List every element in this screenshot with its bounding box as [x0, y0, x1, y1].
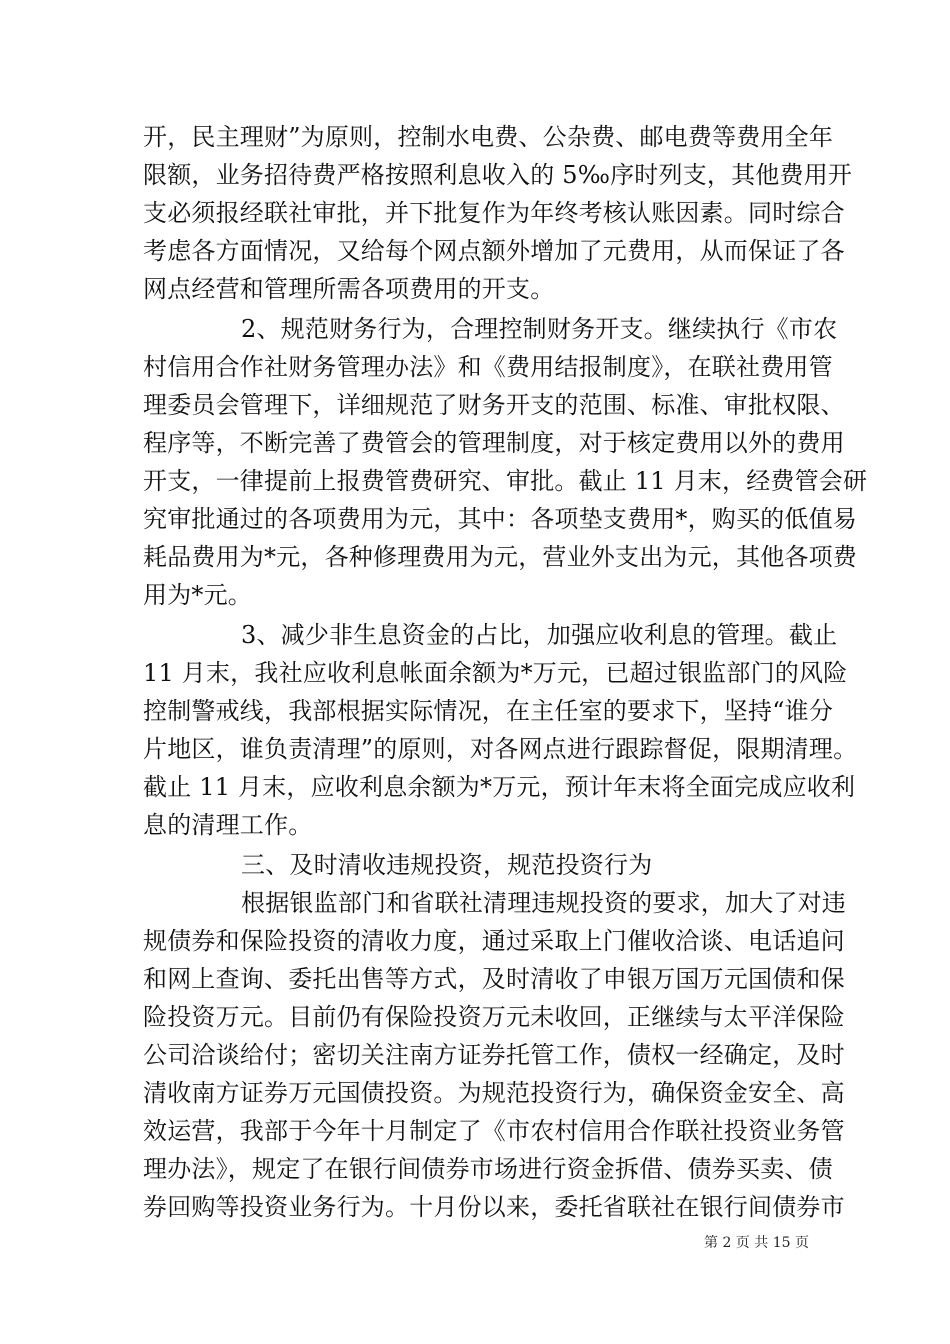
- paragraph-line: 理委员会管理下，详细规范了财务开支的范围、标准、审批权限、: [143, 391, 845, 419]
- paragraph-line: 清收南方证券万元国债投资。为规范投资行为，确保资金安全、高: [143, 1079, 845, 1107]
- page-number-footer: 第 2 页 共 15 页: [704, 1235, 809, 1251]
- paragraph-line: 险投资万元。目前仍有保险投资万元未收回，正继续与太平洋保险: [143, 1003, 845, 1031]
- paragraph-line: 片地区，谁负责清理”的原则，对各网点进行跟踪督促，限期清理。: [143, 735, 858, 763]
- paragraph-line: 究审批通过的各项费用为元，其中：各项垫支费用*，购买的低值易: [143, 505, 857, 533]
- paragraph-line: 程序等，不断完善了费管会的管理制度，对于核定费用以外的费用: [143, 429, 845, 457]
- paragraph-line: 根据银监部门和省联社清理违规投资的要求，加大了对违: [241, 889, 846, 917]
- paragraph-line: 考虑各方面情况，又给每个网点额外增加了元费用，从而保证了各: [143, 237, 845, 265]
- section-heading: 三、及时清收违规投资，规范投资行为: [241, 851, 653, 879]
- paragraph-line: 11 月末，我社应收利息帐面余额为*万元，已超过银监部门的风险: [143, 659, 848, 687]
- paragraph-line: 开，民主理财”为原则，控制水电费、公杂费、邮电费等费用全年: [143, 123, 834, 151]
- paragraph-line: 网点经营和管理所需各项费用的开支。: [143, 275, 555, 303]
- paragraph-line: 3、减少非生息资金的占比，加强应收利息的管理。截止: [241, 621, 838, 649]
- paragraph-line: 效运营，我部于今年十月制定了《市农村信用合作联社投资业务管: [143, 1117, 845, 1145]
- paragraph-line: 券回购等投资业务行为。十月份以来，委托省联社在银行间债券市: [143, 1193, 845, 1221]
- paragraph-line: 限额，业务招待费严格按照利息收入的 5‰序时列支，其他费用开: [143, 161, 853, 189]
- paragraph-line: 开支，一律提前上报费管费研究、审批。截止 11 月末，经费管会研: [143, 467, 868, 495]
- paragraph-line: 和网上查询、委托出售等方式，及时清收了申银万国万元国债和保: [143, 965, 845, 993]
- paragraph-line: 2、规范财务行为，合理控制财务开支。继续执行《市农: [241, 315, 838, 343]
- paragraph-line: 理办法》，规定了在银行间债券市场进行资金拆借、债券买卖、债: [143, 1155, 833, 1183]
- paragraph-line: 村信用合作社财务管理办法》和《费用结报制度》，在联社费用管: [143, 353, 833, 381]
- paragraph-line: 公司洽谈给付；密切关注南方证券托管工作，债权一经确定，及时: [143, 1041, 845, 1069]
- paragraph-line: 息的清理工作。: [143, 811, 313, 839]
- paragraph-line: 支必须报经联社审批，并下批复作为年终考核认账因素。同时综合: [143, 199, 845, 227]
- paragraph-line: 控制警戒线，我部根据实际情况，在主任室的要求下，坚持“谁分: [143, 697, 834, 725]
- paragraph-line: 用为*元。: [143, 581, 252, 609]
- paragraph-line: 耗品费用为*元，各种修理费用为元，营业外支出为元，其他各项费: [143, 543, 857, 571]
- paragraph-line: 截止 11 月末，应收利息余额为*万元，预计年末将全面完成应收利: [143, 773, 856, 801]
- paragraph-line: 规债券和保险投资的清收力度，通过采取上门催收洽谈、电话追问: [143, 927, 845, 955]
